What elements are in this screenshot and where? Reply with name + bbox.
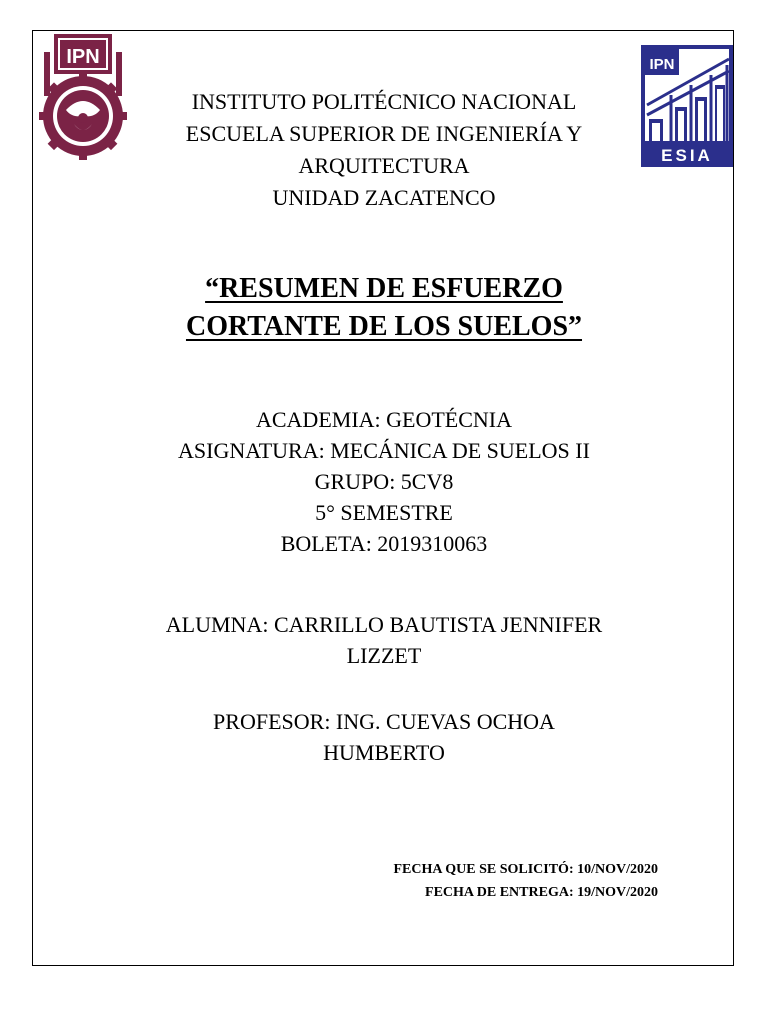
academia-line: ACADEMIA: GEOTÉCNIA bbox=[255, 407, 513, 432]
semestre-line: 5° SEMESTRE bbox=[315, 500, 453, 525]
professor-line-1: PROFESOR: ING. CUEVAS OCHOA bbox=[213, 709, 555, 734]
esia-ipn-text: IPN bbox=[649, 56, 675, 73]
boleta-line: BOLETA: 2019310063 bbox=[280, 531, 488, 556]
student-line-2: LIZZET bbox=[346, 643, 422, 668]
academic-info bbox=[0, 404, 768, 559]
header-line-school-cont: ARQUITECTURA bbox=[298, 153, 470, 178]
student-info bbox=[0, 609, 768, 671]
student-line-1: ALUMNA: CARRILLO BAUTISTA JENNIFER bbox=[165, 612, 603, 637]
institution-header bbox=[0, 86, 768, 214]
header-line-school: ESCUELA SUPERIOR DE INGENIERÍA Y bbox=[185, 121, 583, 146]
grupo-line: GRUPO: 5CV8 bbox=[314, 469, 454, 494]
date-delivered: FECHA DE ENTREGA: 19/NOV/2020 bbox=[425, 885, 658, 900]
dates-block bbox=[394, 858, 659, 904]
header-line-institute: INSTITUTO POLITÉCNICO NACIONAL bbox=[191, 89, 577, 114]
professor-line-2: HUMBERTO bbox=[323, 740, 445, 765]
title-line-2: CORTANTE DE LOS SUELOS” bbox=[185, 311, 583, 342]
asignatura-line: ASIGNATURA: MECÁNICA DE SUELOS II bbox=[178, 438, 590, 463]
title-line-1: “RESUMEN DE ESFUERZO bbox=[205, 273, 563, 304]
ipn-logo-text: IPN bbox=[66, 46, 100, 68]
professor-info bbox=[0, 706, 768, 768]
esia-logo-text: ESIA bbox=[661, 146, 713, 165]
date-requested: FECHA QUE SE SOLICITÓ: 10/NOV/2020 bbox=[393, 862, 658, 877]
header-line-unit: UNIDAD ZACATENCO bbox=[272, 185, 496, 210]
document-title bbox=[0, 270, 768, 346]
